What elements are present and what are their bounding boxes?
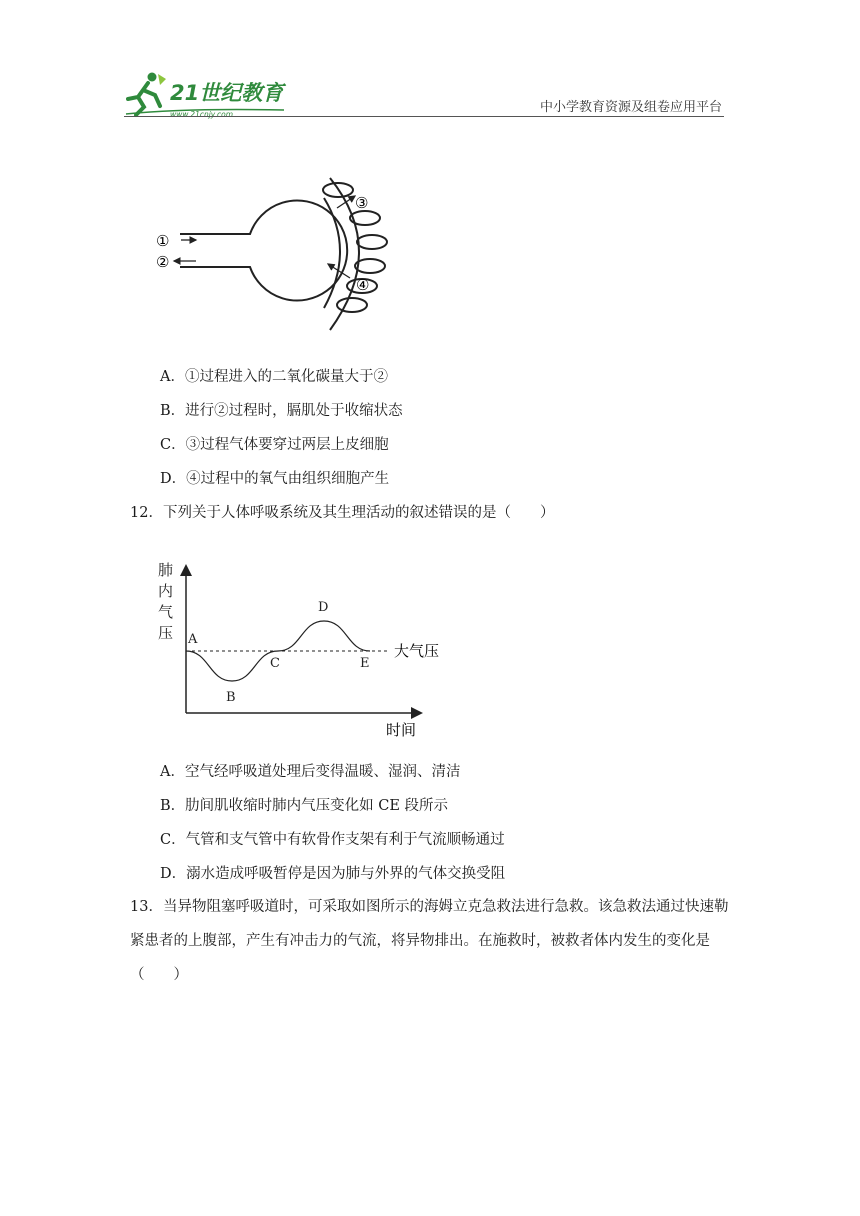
point-label-c: C: [270, 656, 280, 671]
point-label-d: D: [318, 600, 329, 615]
q11-option-b: B．进行②过程时，膈肌处于收缩状态: [160, 403, 403, 419]
q12-option-d: D．溺水造成呼吸暂停是因为肺与外界的气体交换受阻: [160, 866, 506, 882]
logo-text: 21世纪教育: [170, 81, 284, 105]
y-axis-label-char: 内: [158, 582, 174, 600]
runner-icon: [128, 73, 166, 116]
logo-url: www.21cnjy.com: [170, 110, 234, 119]
q12-stem: 12．下列关于人体呼吸系统及其生理活动的叙述错误的是（ ）: [130, 505, 555, 521]
y-axis-label: [158, 561, 173, 642]
y-axis-label-char: 压: [158, 624, 174, 642]
atmospheric-pressure-label: 大气压: [394, 642, 440, 660]
point-label-a: A: [188, 632, 198, 647]
page-header: [0, 0, 860, 120]
label-3: ③: [355, 194, 369, 212]
q13-stem: 13．当异物阻塞呼吸道时，可采取如图所示的海姆立克急救法进行急救。该急救法通过快速勒紧患者的上腹部，产生有冲击力的气流，将异物排出。在施救时，被救者体内发生的变化是（ ）: [130, 899, 729, 983]
y-axis-label-char: 肺: [158, 561, 174, 579]
q11-option-c: C．③过程气体要穿过两层上皮细胞: [160, 437, 389, 453]
q12-option-a: A．空气经呼吸道处理后变得温暖、湿润、清洁: [160, 764, 461, 780]
label-2: ②: [156, 253, 170, 271]
x-axis-label: 时间: [386, 721, 417, 739]
q11-option-d: D．④过程中的氧气由组织细胞产生: [160, 471, 390, 487]
label-4: ④: [356, 276, 370, 294]
site-logo: [124, 70, 294, 120]
q11-option-a: A．①过程进入的二氧化碳量大于②: [160, 369, 388, 385]
header-divider: [124, 116, 724, 117]
q12-option-c: C．气管和支气管中有软骨作支架有利于气流顺畅通过: [160, 832, 505, 848]
label-1: ①: [156, 232, 170, 250]
alveolus-outline: [180, 201, 347, 301]
lung-pressure-chart: [150, 555, 460, 745]
point-label-b: B: [226, 690, 236, 705]
alveolus-diagram: [150, 160, 400, 340]
point-label-e: E: [360, 656, 370, 671]
header-platform-text: 中小学教育资源及组卷应用平台: [539, 100, 722, 115]
q12-option-b: B．肋间肌收缩时肺内气压变化如 CE 段所示: [160, 798, 449, 814]
y-axis-label-char: 气: [158, 603, 174, 621]
